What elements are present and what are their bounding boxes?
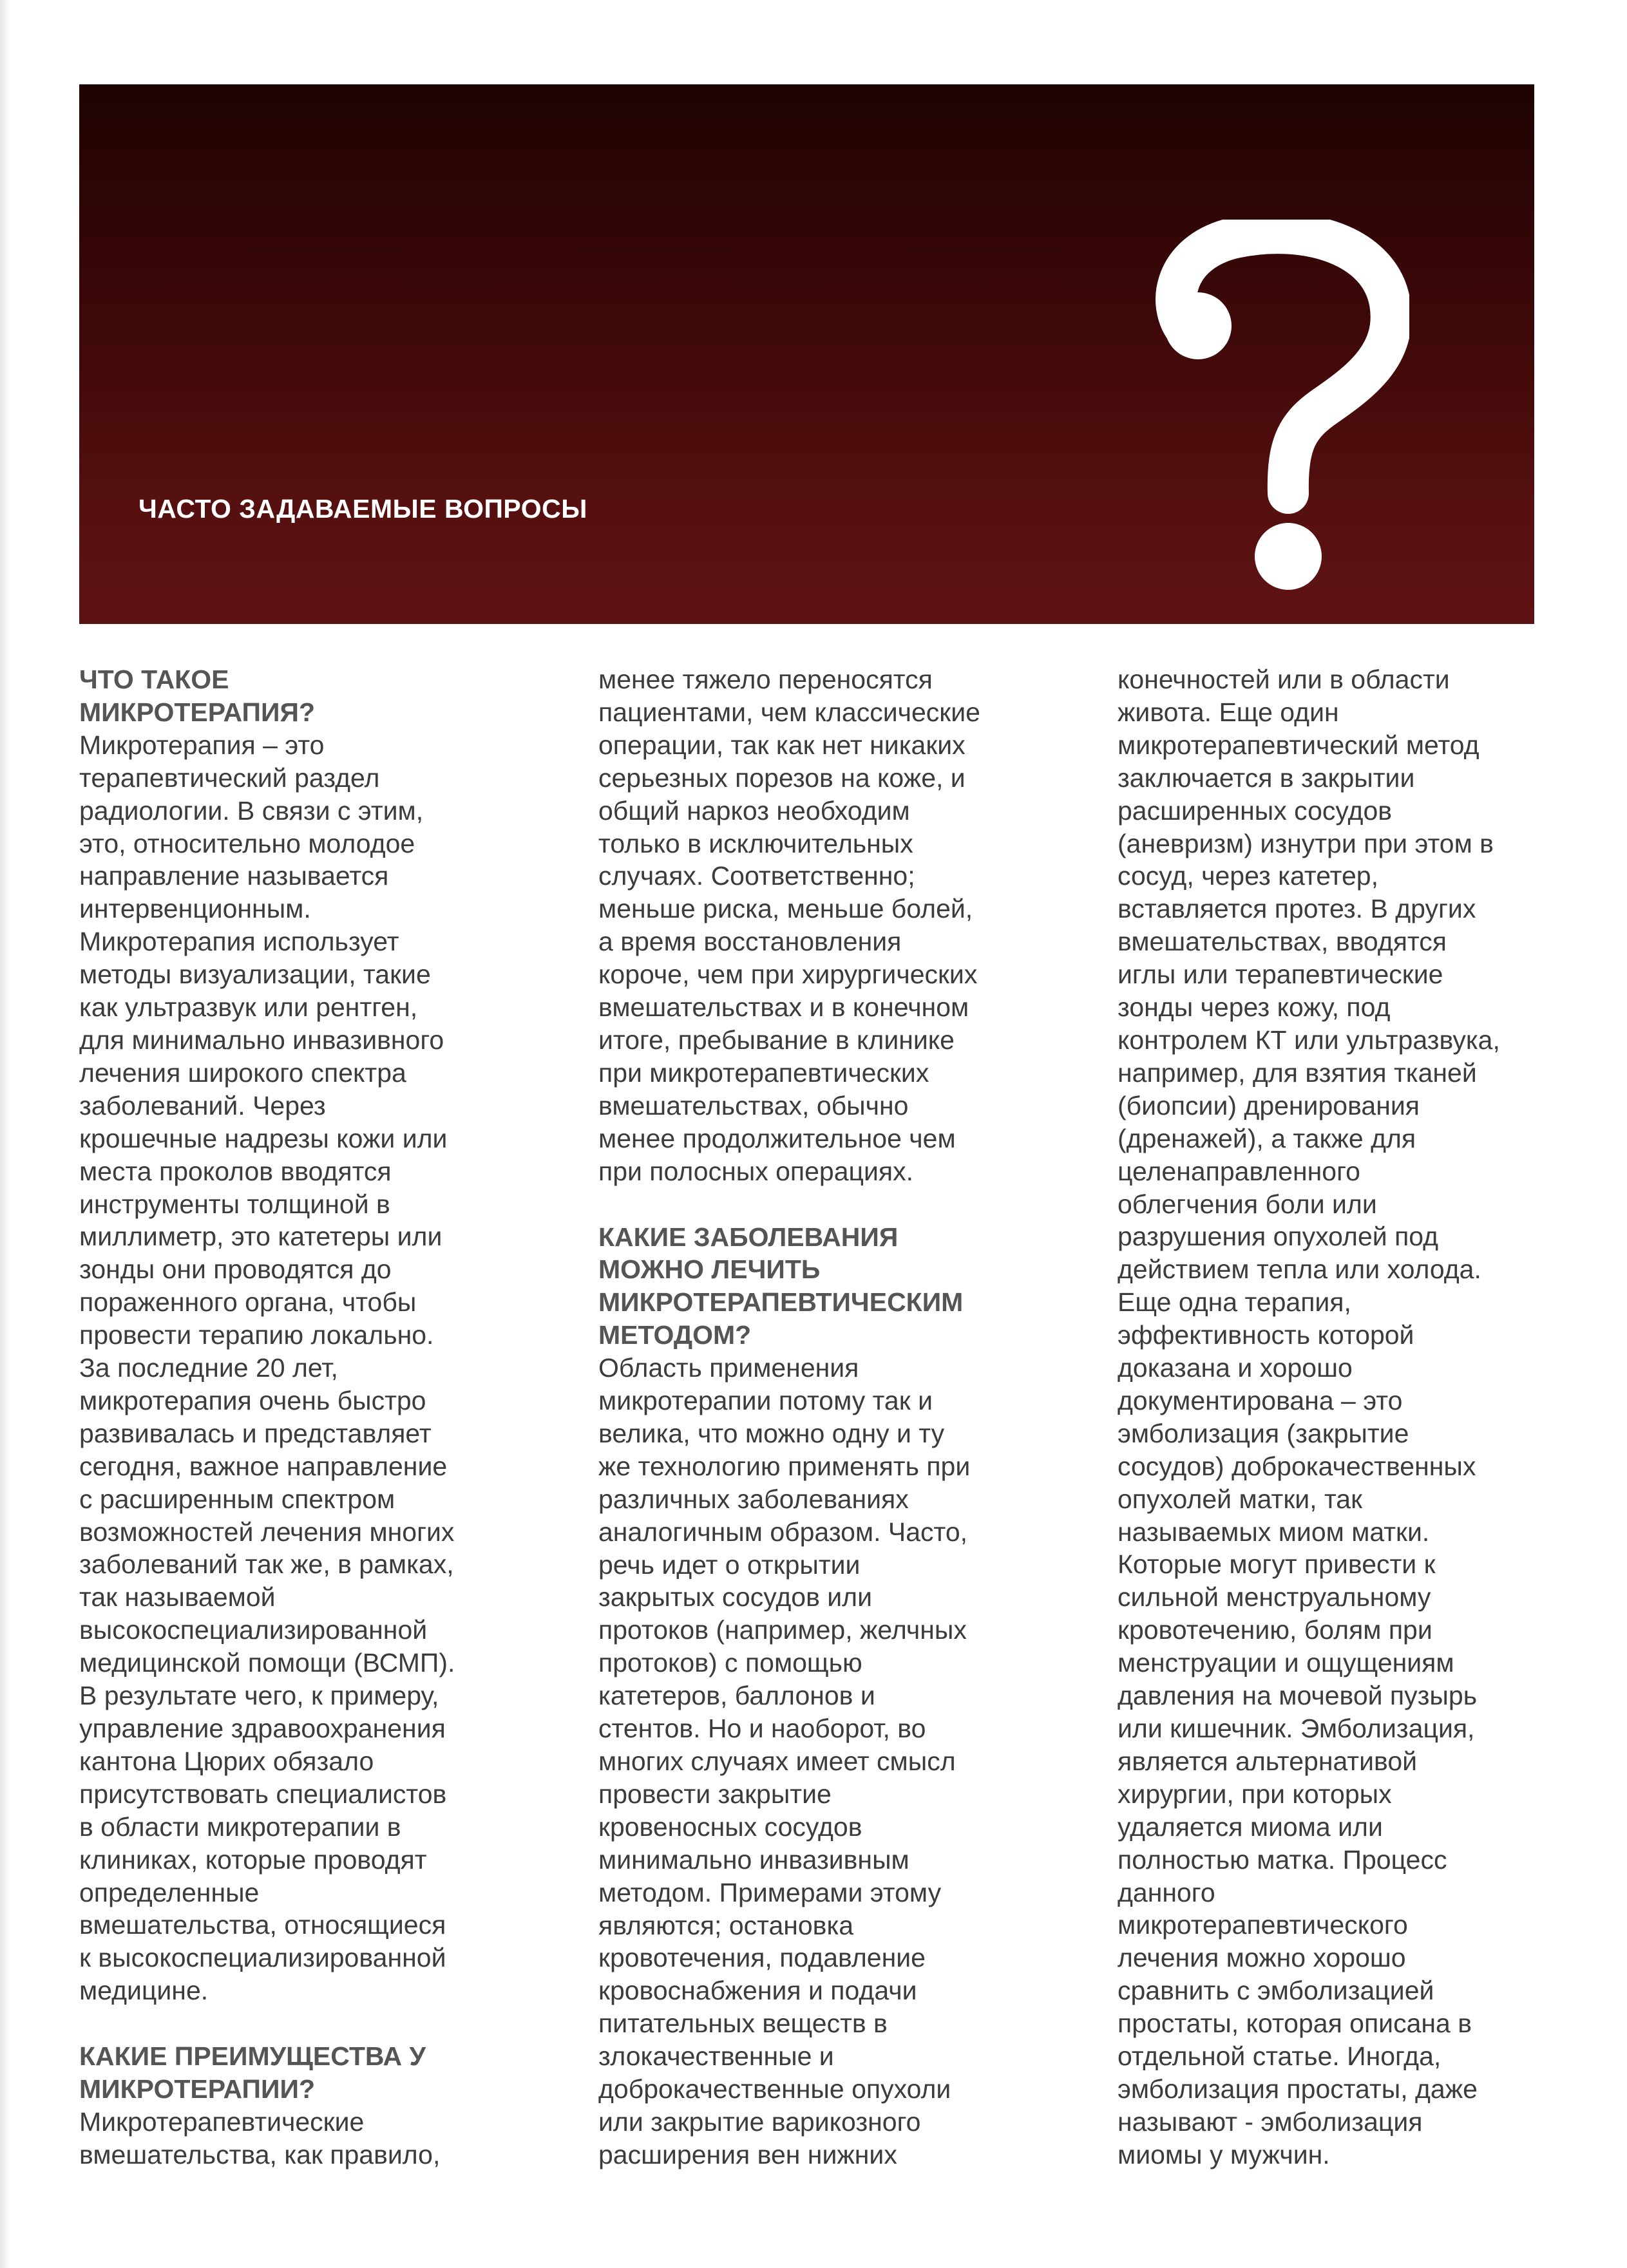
text-line: злокачественные и (598, 2041, 834, 2072)
paragraph-advantages-continued (598, 663, 1075, 1188)
text-line: документирована – это (1118, 1385, 1403, 1415)
text-line: стентов. Но и наоборот, во (598, 1714, 926, 1744)
faq-banner (79, 84, 1534, 624)
text-line: хирургии, при которых (1118, 1779, 1392, 1809)
text-line: вмешательствах, обычно (598, 1090, 909, 1120)
text-line: заболеваний так же, в рамках, (79, 1549, 454, 1580)
text-line: сильной менструальному (1118, 1582, 1431, 1612)
text-line: кантона Цюрих обязало (79, 1746, 374, 1776)
text-line: расширения вен нижних (598, 2139, 897, 2169)
text-line: облегчения боли или (1118, 1189, 1377, 1219)
page-edge-shadow (0, 0, 10, 2268)
text-line: методы визуализации, такие (79, 959, 431, 990)
text-line: данного (1118, 1877, 1215, 1907)
text-line: (биопсии) дренирования (1118, 1090, 1420, 1120)
text-line: пациентами, чем классические (598, 697, 980, 727)
section-heading-diseases (598, 1221, 1075, 1352)
text-line: серьезных порезов на коже, и (598, 762, 966, 793)
text-line: миллиметр, это катетеры или (79, 1222, 442, 1252)
text-line: различных заболеваниях (598, 1484, 909, 1514)
text-line: методом. Примерами этому (598, 1877, 942, 1907)
text-line: это, относительно молодое (79, 828, 415, 858)
text-line: в области микротерапии в (79, 1811, 401, 1842)
text-line: крошечные надрезы кожи или (79, 1123, 448, 1153)
text-line: а время восстановления (598, 927, 902, 957)
text-line: инструменты толщиной в (79, 1189, 390, 1219)
text-column-1 (79, 663, 556, 2171)
text-line: например, для взятия тканей (1118, 1057, 1477, 1088)
text-line: доказана и хорошо (1118, 1353, 1353, 1383)
text-line: заключается в закрытии (1118, 762, 1415, 793)
text-line: МЕТОДОМ? (598, 1320, 752, 1350)
text-line: Область применения (598, 1353, 859, 1383)
text-line: интервенционным. (79, 894, 311, 924)
text-line: лечения можно хорошо (1118, 1943, 1406, 1973)
text-line: или кишечник. Эмболизация, (1118, 1714, 1475, 1743)
text-line: кровоснабжения и подачи (598, 1976, 917, 2006)
text-line: или закрытие варикозного (598, 2106, 921, 2137)
text-line: развивалась и представляет (79, 1418, 432, 1448)
text-line: терапевтический раздел (79, 762, 380, 793)
text-line: медицинской помощи (ВСМП). (79, 1648, 455, 1678)
text-line: менее продолжительное чем (598, 1123, 956, 1153)
text-line: высокоспециализированной (79, 1615, 428, 1645)
text-line: эмболизация (закрытие (1118, 1418, 1409, 1448)
text-line: вмешательствах, вводятся (1118, 927, 1447, 957)
text-line: вмешательства, относящиеся (79, 1910, 446, 1940)
text-line: речь идет о открытии (598, 1549, 861, 1580)
text-line: медицине. (79, 1976, 209, 2006)
text-line: зонды через кожу, под (1118, 992, 1391, 1023)
text-line: За последние 20 лет, (79, 1353, 338, 1383)
text-line: пораженного органа, чтобы (79, 1287, 417, 1318)
text-line: провести закрытие (598, 1779, 832, 1809)
text-line: управление здравоохранения (79, 1714, 446, 1743)
text-line: питательных веществ в (598, 2008, 888, 2039)
page-title: ЧАСТО ЗАДАВАЕМЫЕ ВОПРОСЫ (138, 494, 587, 524)
text-line: является альтернативой (1118, 1746, 1418, 1776)
text-line: Микротерапия – это (79, 730, 325, 760)
text-line: сравнить с эмболизацией (1118, 1976, 1434, 2006)
text-line: кровеносных сосудов (598, 1811, 862, 1842)
text-line: полностью матка. Процесс (1118, 1844, 1447, 1875)
text-column-2 (598, 663, 1075, 2171)
text-line: лечения широкого спектра (79, 1057, 406, 1088)
text-line: В результате чего, к примеру, (79, 1681, 439, 1711)
text-line: эмболизация простаты, даже (1118, 2074, 1478, 2104)
text-line: отдельной статье. Иногда, (1118, 2041, 1441, 2072)
text-line: являются; остановка (598, 1910, 854, 1940)
text-line: клиниках, которые проводят (79, 1844, 427, 1875)
text-line: давления на мочевой пузырь (1118, 1681, 1478, 1711)
section-heading-advantages (79, 2040, 556, 2106)
paragraph-gap (79, 2007, 556, 2040)
text-line: менструации и ощущениям (1118, 1648, 1454, 1678)
text-line: для минимально инвазивного (79, 1025, 444, 1055)
text-line: общий наркоз необходим (598, 795, 910, 826)
text-line: Которые могут привести к (1118, 1549, 1436, 1580)
text-line: радиологии. В связи с этим, (79, 795, 424, 826)
text-line: велика, что можно одну и ту (598, 1418, 945, 1448)
text-line: протоков (например, желчных (598, 1615, 967, 1645)
text-line: определенные (79, 1877, 260, 1907)
text-line: (дренажей), а также для (1118, 1123, 1416, 1153)
paragraph-diseases (598, 1352, 1075, 2171)
text-line: места проколов вводятся (79, 1156, 392, 1186)
text-line: КАКИЕ ПРЕИМУЩЕСТВА У (79, 2041, 426, 2072)
text-line: возможностей лечения многих (79, 1517, 455, 1547)
text-line: минимально инвазивным (598, 1844, 909, 1875)
text-line: случаях. Соответственно; (598, 861, 915, 891)
text-line: как ультразвук или рентген, (79, 992, 418, 1023)
text-line: аналогичным образом. Часто, (598, 1517, 968, 1547)
text-line: только в исключительных (598, 828, 913, 858)
text-line: называют - эмболизация (1118, 2106, 1423, 2137)
text-line: МИКРОТЕРАПЕВТИЧЕСКИМ (598, 1287, 964, 1318)
text-line: меньше риска, меньше болей, (598, 894, 973, 924)
text-line: действием тепла или холода. (1118, 1254, 1481, 1285)
text-line: направление называется (79, 861, 389, 891)
text-line: живота. Еще один (1118, 697, 1339, 727)
paragraph-advantages (79, 2106, 556, 2171)
text-line: многих случаях имеет смысл (598, 1746, 956, 1776)
paragraph-diseases-continued (1118, 663, 1594, 2171)
text-line: (аневризм) изнутри при этом в (1118, 828, 1494, 858)
text-line: микротерапевтического (1118, 1910, 1408, 1940)
text-line: при микротерапевтических (598, 1057, 929, 1088)
text-line: Микротерапевтические (79, 2106, 365, 2137)
text-line: операции, так как нет никаких (598, 730, 966, 760)
text-line: конечностей или в области (1118, 665, 1450, 694)
text-line: называемых миом матки. (1118, 1517, 1430, 1547)
text-line: целенаправленного (1118, 1156, 1360, 1186)
text-line: опухолей матки, так (1118, 1484, 1363, 1514)
text-line: расширенных сосудов (1118, 795, 1393, 826)
text-line: короче, чем при хирургических (598, 959, 978, 990)
text-line: контролем КТ или ультразвука, (1118, 1025, 1500, 1055)
text-line: присутствовать специалистов (79, 1779, 447, 1809)
section-heading-what-is (79, 663, 556, 729)
text-line: Микротерапия использует (79, 927, 399, 957)
text-line: провести терапию локально. (79, 1320, 434, 1350)
text-line: иглы или терапевтические (1118, 959, 1443, 990)
question-mark-icon (1145, 220, 1409, 603)
text-line: доброкачественные опухоли (598, 2074, 951, 2104)
text-line: с расширенным спектром (79, 1484, 395, 1514)
text-line: сосуд, через катетер, (1118, 861, 1378, 891)
text-line: Еще одна терапия, (1118, 1287, 1351, 1318)
paragraph-what-is (79, 729, 556, 2007)
text-line: микротерапия очень быстро (79, 1385, 426, 1415)
text-line: к высокоспециализированной (79, 1943, 446, 1973)
text-line: катетеров, баллонов и (598, 1681, 875, 1711)
text-line: КАКИЕ ЗАБОЛЕВАНИЯ (598, 1222, 899, 1252)
text-line: удаляется миома или (1118, 1811, 1383, 1842)
text-line: сегодня, важное направление (79, 1451, 448, 1481)
text-line: вмешательствах и в конечном (598, 992, 969, 1023)
text-line: простаты, которая описана в (1118, 2008, 1472, 2039)
text-line: микротерапии потому так и (598, 1386, 933, 1416)
text-line: при полосных операциях. (598, 1156, 913, 1186)
text-line: так называемой (79, 1582, 276, 1612)
text-line: итоге, пребывание в клинике (598, 1025, 955, 1055)
text-line: МОЖНО ЛЕЧИТЬ (598, 1254, 821, 1285)
text-line: ЧТО ТАКОЕ (79, 665, 229, 694)
text-line: МИКРОТЕРАПИИ? (79, 2074, 315, 2104)
text-line: зонды они проводятся до (79, 1254, 392, 1285)
text-line: эффективность которой (1118, 1320, 1414, 1350)
text-line: кровотечению, болям при (1118, 1615, 1432, 1645)
text-line: протоков) с помощью (598, 1648, 862, 1678)
text-line: же технологию применять при (598, 1451, 971, 1481)
text-line: закрытых сосудов или (598, 1582, 872, 1612)
text-line: МИКРОТЕРАПИЯ? (79, 697, 315, 727)
text-line: сосудов) доброкачественных (1118, 1451, 1476, 1481)
text-column-3 (1118, 663, 1594, 2171)
text-line: менее тяжело переносятся (598, 665, 933, 694)
text-line: заболеваний. Через (79, 1090, 326, 1120)
text-line: микротерапевтический метод (1118, 730, 1480, 760)
text-line: вставляется протез. В других (1118, 894, 1476, 924)
text-line: вмешательства, как правило, (79, 2139, 441, 2169)
paragraph-gap (598, 1188, 1075, 1221)
text-line: кровотечения, подавление (598, 1943, 926, 1973)
text-line: разрушения опухолей под (1118, 1222, 1439, 1252)
text-line: миомы у мужчин. (1118, 2139, 1330, 2169)
